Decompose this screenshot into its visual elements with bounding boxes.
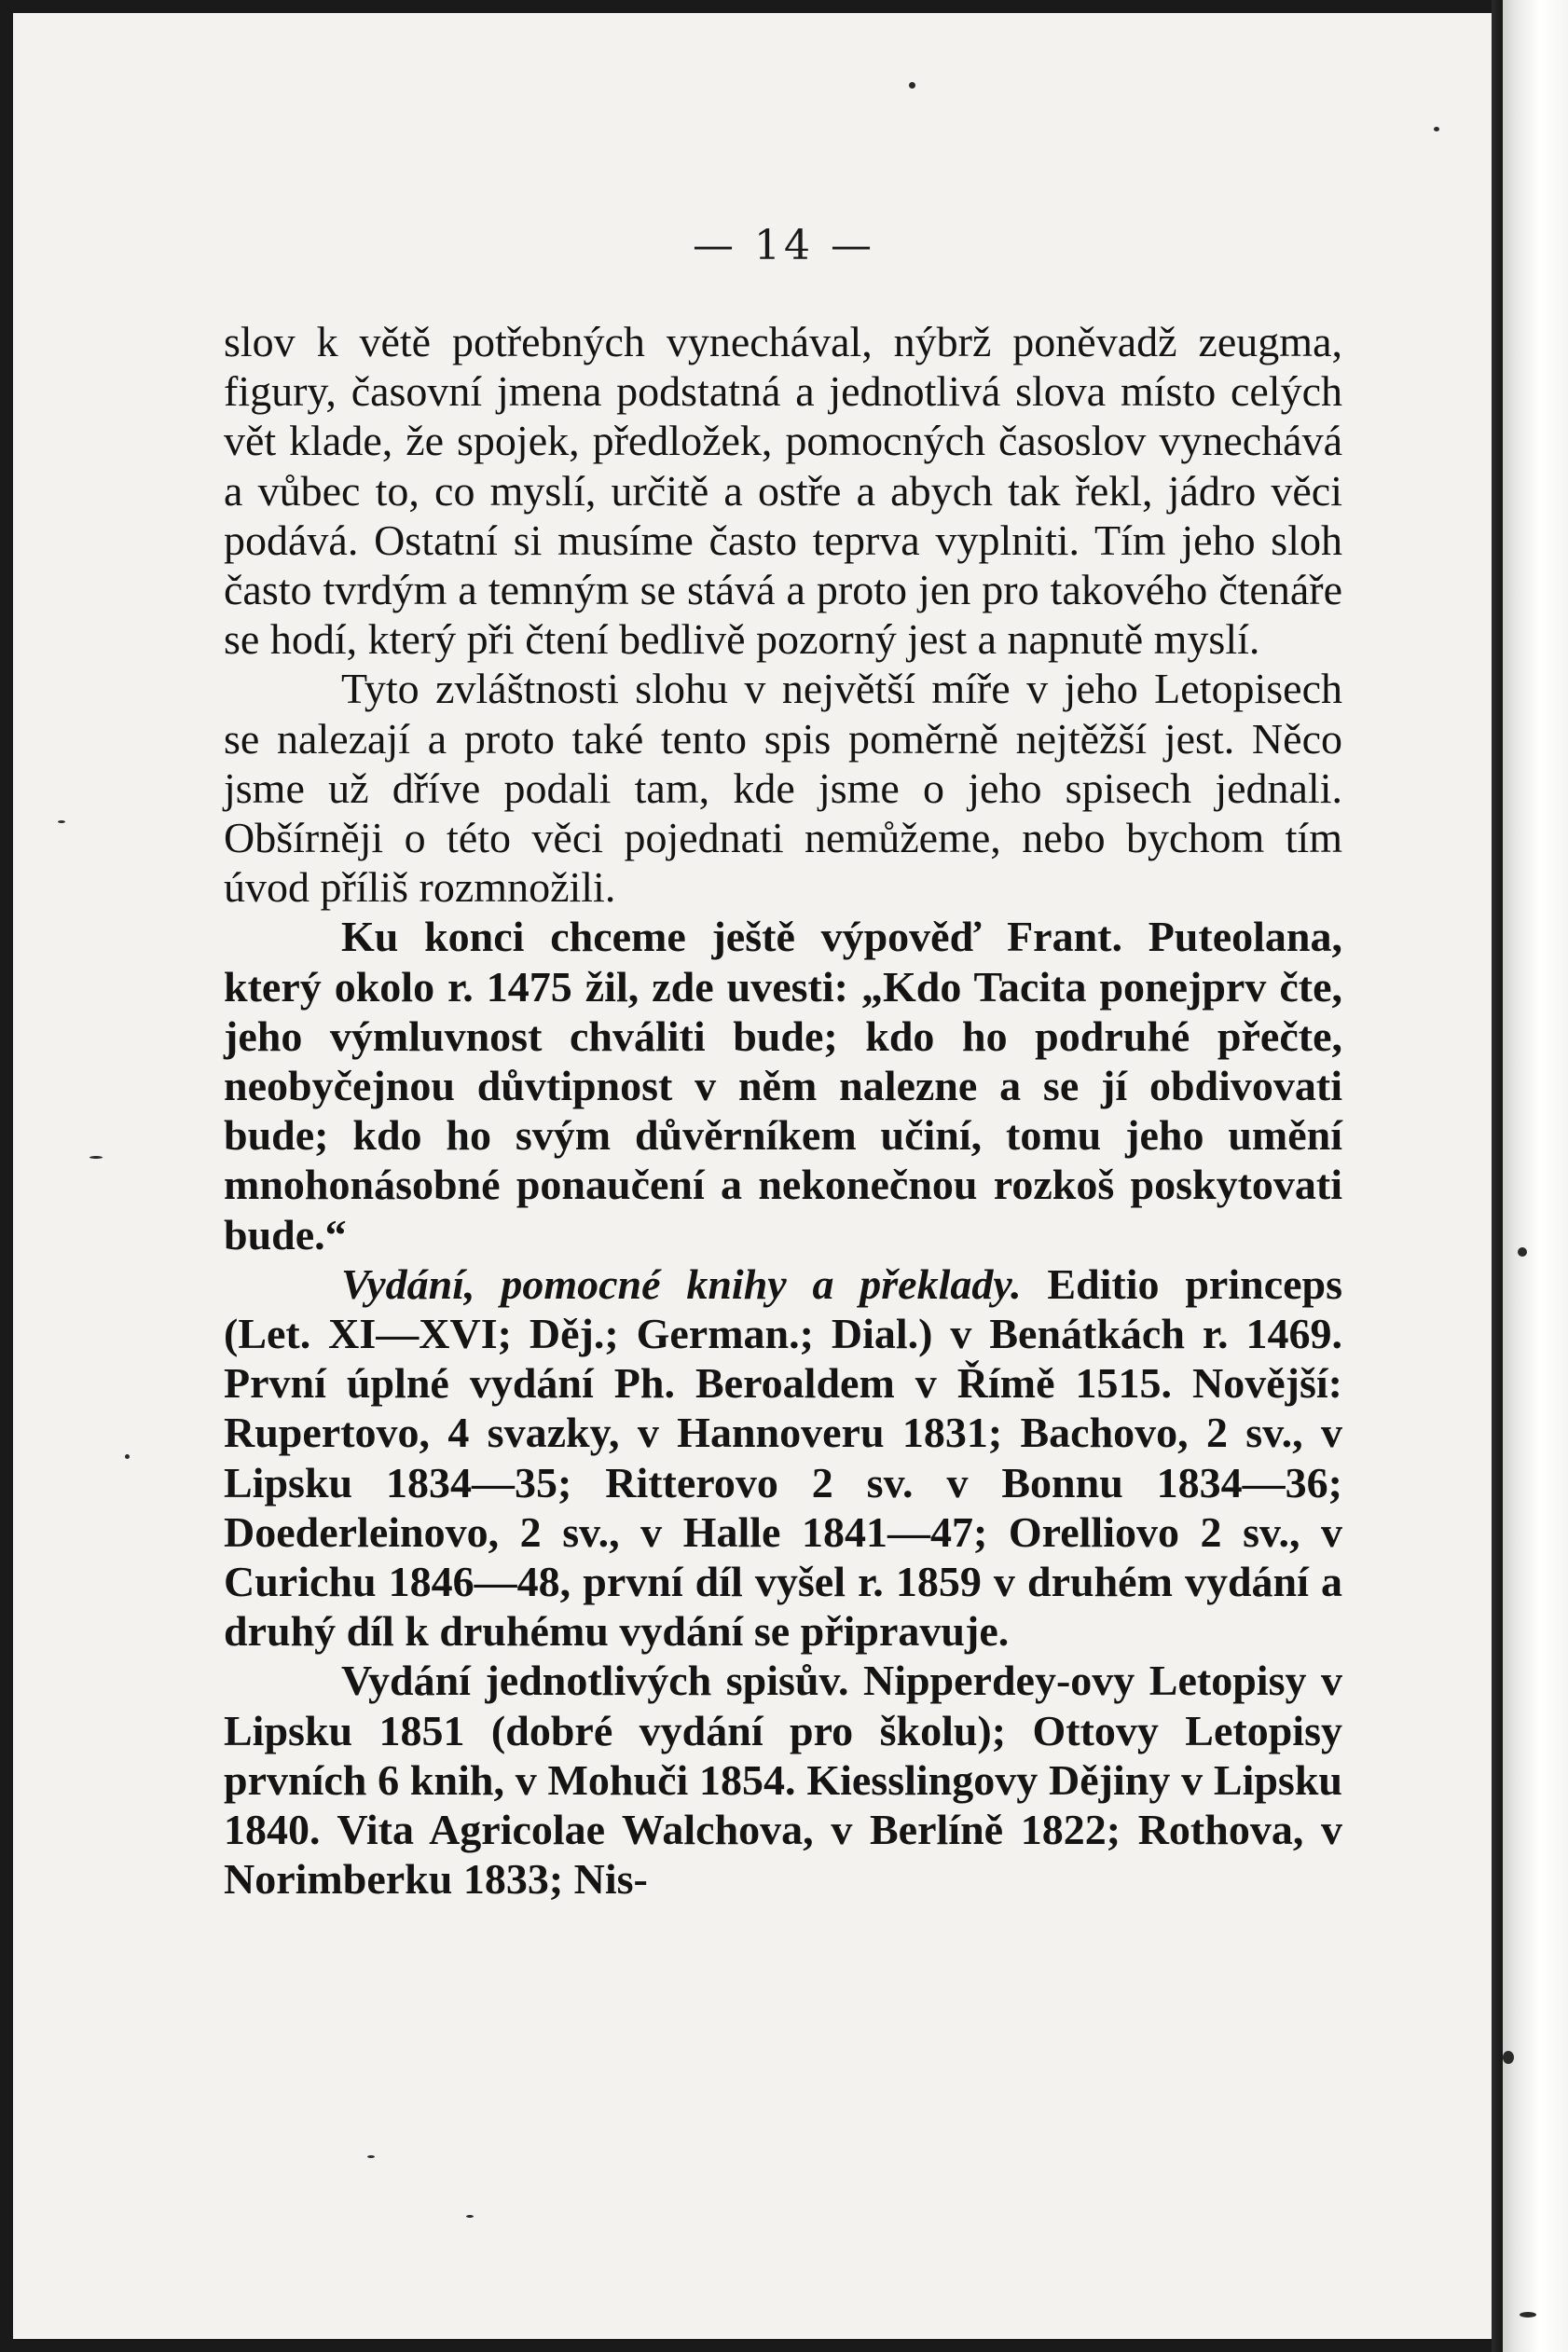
paragraph-2: Tyto zvláštnosti slohu v největší míře v jeho Letopisech se nalezají a proto také tento spis poměrně nejtěžší jest. Něco jsme už dříve podali tam, kde jsme o jeho spisech jednali. Obšírněji o této věci pojednati nemůžeme, nebo bychom tím úvod příliš rozmnožili.: [224, 665, 1342, 912]
paper-speck: [367, 2155, 375, 2158]
paper-speck: [1434, 127, 1439, 131]
body-text: [224, 317, 1342, 1905]
paragraph-3: Ku konci chceme ještě výpověď Frant. Puteolana, který okolo r. 1475 žil, zde uvesti: „Kdo Tacita ponejprv čte, jeho výmluvnost chváliti bude; kdo ho podruhé přečte, neobyčejnou důvtipnost v něm nalezne a se jí obdivovati bude; kdo ho svým důvěrníkem učiní, tomu jeho umění mnohonásobné ponaučení a nekonečnou rozkoš poskytovati bude.“: [224, 913, 1342, 1259]
paper-speck: [1518, 1247, 1527, 1257]
paragraph-4-text: Editio princeps (Let. XI—XVI; Děj.; German.; Dial.) v Benátkách r. 1469. První úplné vydání Ph. Beroaldem v Římě 1515. Novější: Rupertovo, 4 svazky, v Hannoveru 1831; Bachovo, 2 sv., v Lipsku 1834—35; Ritterovo 2 sv. v Bonnu 1834—36; Doederleinovo, 2 sv., v Halle 1841—47; Orelliovo 2 sv., v Curichu 1846—48, první díl vyšel r. 1859 v druhém vydání a druhý díl k druhému vydání se připravuje.: [224, 1259, 1343, 1656]
paper-speck: [1503, 2051, 1514, 2064]
paper-speck: [909, 82, 915, 89]
paper-speck: [58, 820, 65, 823]
paper-speck: [1520, 2312, 1536, 2318]
paragraph-5: Vydání jednotlivých spisův. Nipperdey-ovy Letopisy v Lipsku 1851 (dobré vydání pro školu); Ottovy Letopisy prvních 6 knih, v Mohuči 1854. Kiesslingovy Dějiny v Lipsku 1840. Vita Agricolae Walchova, v Berlíně 1822; Rothova, v Norimberku 1833; Nis-: [224, 1657, 1342, 1904]
paper-speck: [89, 1156, 103, 1159]
page-edge: [1503, 0, 1568, 2352]
paper-speck: [125, 1454, 130, 1459]
paragraph-1: slov k větě potřebných vynechával, nýbrž poněvadž zeugma, figury, časovní jmena podstatná a jednotlivá slova místo celých vět klade, že spojek, předložek, pomocných časoslov vynechává a vůbec to, co myslí, určitě a ostře a abych tak řekl, jádro věci podává. Ostatní si musíme často teprva vyplniti. Tím jeho sloh často tvrdým a temným se stává a proto jen pro takového čtenáře se hodí, který při čtení bedlivě pozorný jest a napnutě myslí.: [224, 318, 1342, 664]
section-heading: Vydání, pomocné knihy a překlady.: [341, 1259, 1022, 1308]
paper-speck: [466, 2215, 474, 2218]
page-number: — 14 —: [693, 222, 875, 269]
paragraph-4: [224, 1259, 1342, 1657]
